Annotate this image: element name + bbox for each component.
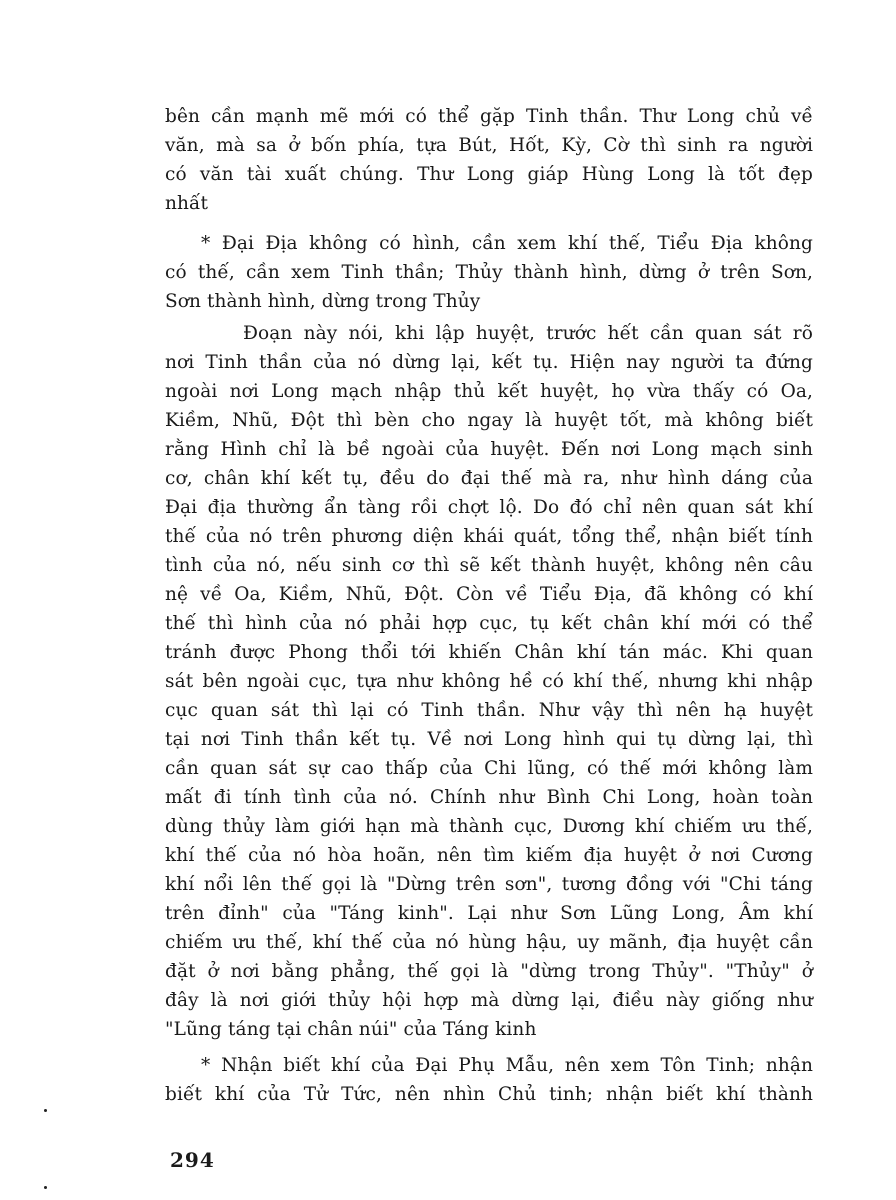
paragraph-continued: [165, 102, 813, 218]
text-line: tại nơi Tinh thần kết tụ. Về nơi Long hình qui tụ dừng lại, thì: [165, 729, 813, 750]
text-line: Sơn thành hình, dừng trong Thủy: [165, 291, 481, 312]
text-line: cục quan sát thì lại có Tinh thần. Như vậy thì nên hạ huyệt: [165, 700, 813, 721]
text-line: Đoạn này nói, khi lập huyệt, trước hết cần quan sát rõ: [243, 323, 813, 344]
paragraph-note: [165, 1051, 813, 1109]
scan-speck: [44, 1109, 47, 1112]
text-line: Kiềm, Nhũ, Đột thì bèn cho ngay là huyệt tốt, mà không biết: [165, 410, 813, 431]
text-line: bên cần mạnh mẽ mới có thể gặp Tinh thần. Thư Long chủ về: [165, 106, 813, 127]
text-line: "Lũng táng tại chân núi" của Táng kinh: [165, 1019, 537, 1040]
text-line: đây là nơi giới thủy hội hợp mà dừng lại, điều này giống như: [165, 990, 813, 1011]
paragraph-note: [165, 229, 813, 316]
scan-speck: [44, 1186, 47, 1189]
text-line: ngoài nơi Long mạch nhập thủ kết huyệt, họ vừa thấy có Oa,: [165, 381, 813, 402]
text-line: có văn tài xuất chúng. Thư Long giáp Hùng Long là tốt đẹp: [165, 164, 813, 185]
text-line: nệ về Oa, Kiềm, Nhũ, Đột. Còn về Tiểu Địa, đã không có khí: [165, 584, 813, 605]
text-line: cơ, chân khí kết tụ, đều do đại thế mà ra, như hình dáng của: [165, 468, 813, 489]
text-line: văn, mà sa ở bốn phía, tựa Bút, Hốt, Kỳ, Cờ thì sinh ra người: [165, 135, 813, 156]
text-line: tình của nó, nếu sinh cơ thì sẽ kết thành huyệt, không nên câu: [165, 555, 813, 576]
text-line: trên đỉnh" của "Táng kinh". Lại như Sơn Lũng Long, Âm khí: [165, 903, 813, 924]
text-line: cần quan sát sự cao thấp của Chi lũng, có thế mới không làm: [165, 758, 813, 779]
text-line: tránh được Phong thổi tới khiến Chân khí tán mác. Khi quan: [165, 642, 813, 663]
text-line: mất đi tính tình của nó. Chính như Bình Chi Long, hoàn toàn: [165, 787, 813, 808]
text-line: nhất: [165, 193, 209, 214]
text-line: dùng thủy làm giới hạn mà thành cục, Dương khí chiếm ưu thế,: [165, 816, 813, 837]
text-line: thế của nó trên phương diện khái quát, tổng thể, nhận biết tính: [165, 526, 813, 547]
text-line: khí nổi lên thế gọi là "Dừng trên sơn", tương đồng với "Chi táng: [165, 874, 813, 895]
text-line: Đại địa thường ẩn tàng rồi chợt lộ. Do đó chỉ nên quan sát khí: [165, 497, 813, 518]
paragraph-commentary: [165, 319, 813, 1044]
text-line: * Nhận biết khí của Đại Phụ Mẫu, nên xem Tôn Tinh; nhận: [201, 1055, 813, 1076]
text-line: nơi Tinh thần của nó dừng lại, kết tụ. Hiện nay người ta đứng: [165, 352, 813, 373]
text-line: rằng Hình chỉ là bề ngoài của huyệt. Đến nơi Long mạch sinh: [165, 439, 813, 460]
text-line: sát bên ngoài cục, tựa như không hề có khí thế, nhưng khi nhập: [165, 671, 813, 692]
page-number: 294: [170, 1148, 215, 1172]
text-line: thế thì hình của nó phải hợp cục, tụ kết chân khí mới có thể: [165, 613, 813, 634]
text-line: chiếm ưu thế, khí thế của nó hùng hậu, uy mãnh, địa huyệt cần: [165, 932, 813, 953]
text-line: đặt ở nơi bằng phẳng, thế gọi là "dừng trong Thủy". "Thủy" ở: [165, 961, 813, 982]
text-line: biết khí của Tử Tức, nên nhìn Chủ tinh; nhận biết khí thành: [165, 1084, 813, 1105]
text-line: có thế, cần xem Tinh thần; Thủy thành hình, dừng ở trên Sơn,: [165, 262, 813, 283]
text-line: * Đại Địa không có hình, cần xem khí thế, Tiểu Địa không: [201, 233, 813, 254]
text-line: khí thế của nó hòa hoãn, nên tìm kiếm địa huyệt ở nơi Cương: [165, 845, 813, 866]
